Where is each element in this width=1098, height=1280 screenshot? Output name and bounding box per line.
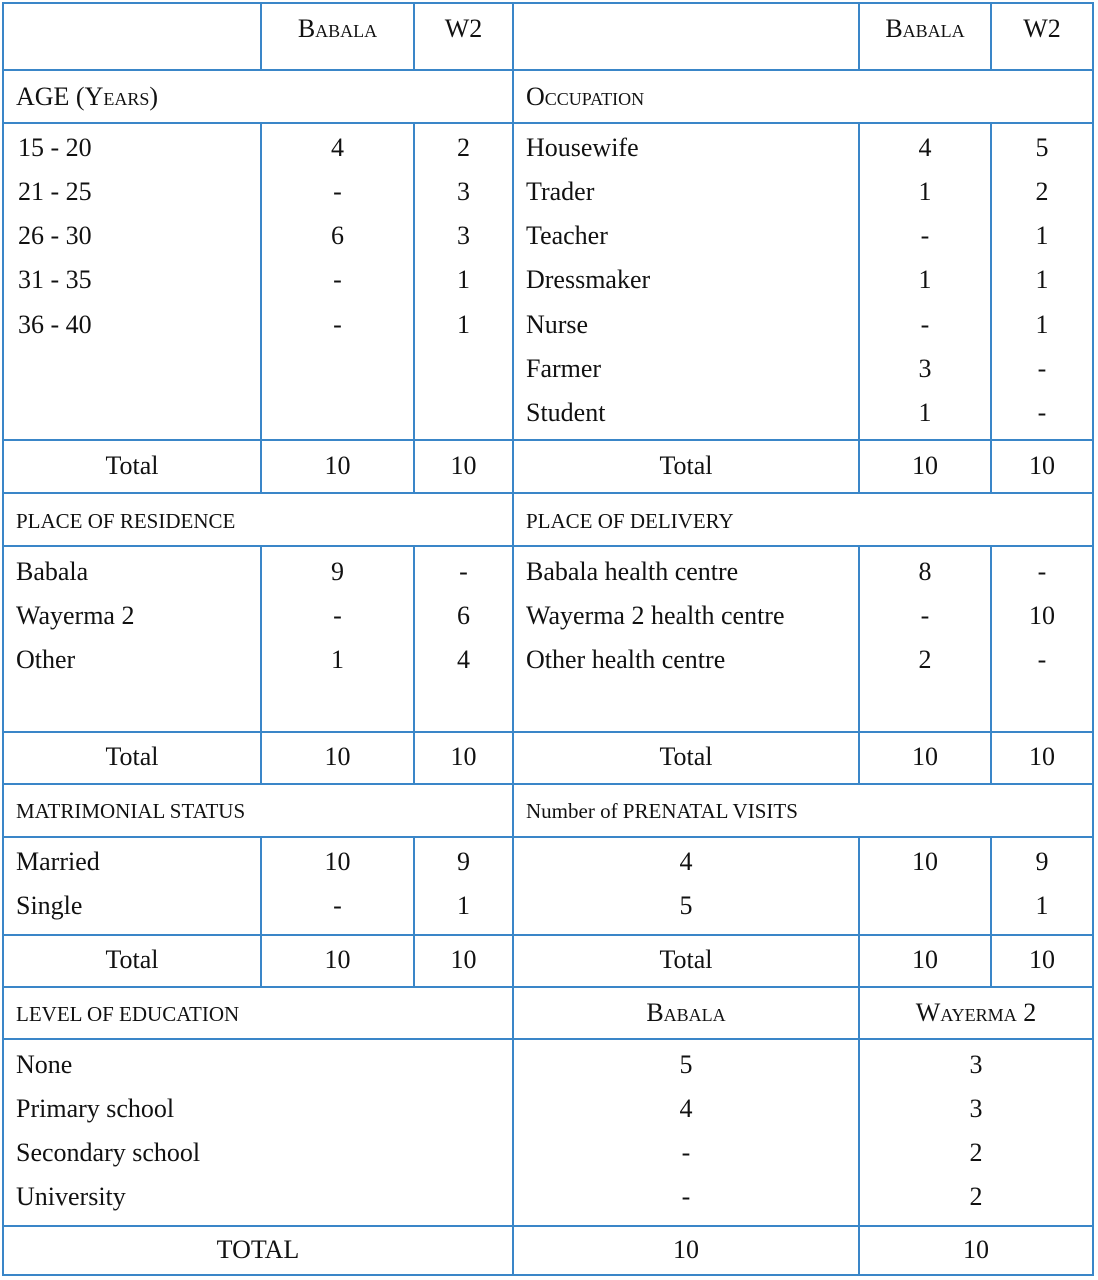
education-w2: 2	[969, 1138, 983, 1167]
matrimonial-total-label: Total	[105, 945, 159, 974]
prenatal-total-babala: 10	[912, 945, 938, 974]
residence-w2: -	[459, 557, 468, 586]
age-label: 21 - 25	[18, 177, 92, 206]
education-column-babala: Babala	[646, 998, 726, 1027]
occupation-w2: 1	[1035, 221, 1049, 250]
rule	[2, 2, 4, 1276]
education-total-label: TOTAL	[216, 1235, 300, 1264]
residence-babala: 1	[331, 645, 344, 674]
age-label: 26 - 30	[18, 221, 92, 250]
rule	[512, 2, 514, 1276]
delivery-w2: -	[1037, 645, 1047, 674]
occupation-label: Housewife	[526, 133, 639, 162]
occupation-label: Nurse	[526, 310, 589, 339]
residence-label: Other	[16, 645, 76, 674]
residence-total-w2: 10	[450, 742, 477, 771]
section-title-prenatal: Number of PRENATAL VISITS	[526, 799, 798, 823]
occupation-w2: 1	[1035, 265, 1049, 294]
age-w2: 1	[457, 265, 470, 294]
occupation-label: Dressmaker	[526, 265, 651, 294]
delivery-label: Wayerma 2 health centre	[526, 601, 785, 630]
rule	[2, 731, 1094, 733]
age-w2: 2	[457, 133, 470, 162]
age-label: 15 - 20	[18, 133, 92, 162]
education-babala: -	[681, 1182, 691, 1211]
prenatal-label: 4	[679, 847, 693, 876]
age-babala: -	[333, 177, 342, 206]
residence-label: Babala	[16, 557, 89, 586]
education-babala: 5	[679, 1050, 693, 1079]
section-title-education: LEVEL OF EDUCATION	[16, 1002, 240, 1026]
matrimonial-label: Single	[16, 891, 83, 920]
education-total-babala: 10	[673, 1235, 699, 1264]
rule	[2, 986, 1094, 988]
column-header-babala: Babala	[297, 14, 378, 43]
prenatal-total-w2: 10	[1029, 945, 1055, 974]
residence-label: Wayerma 2	[16, 601, 135, 630]
age-label: 31 - 35	[18, 265, 92, 294]
occupation-label: Trader	[526, 177, 595, 206]
occupation-w2: 2	[1035, 177, 1049, 206]
occupation-label: Teacher	[526, 221, 608, 250]
occupation-w2: -	[1037, 354, 1047, 383]
matrimonial-w2: 9	[457, 847, 470, 876]
residence-w2: 6	[457, 601, 470, 630]
delivery-label: Babala health centre	[526, 557, 739, 586]
education-w2: 3	[969, 1094, 983, 1123]
prenatal-w2: 1	[1035, 891, 1049, 920]
rule	[2, 1038, 1094, 1040]
matrimonial-babala: -	[333, 891, 342, 920]
age-babala: 4	[331, 133, 344, 162]
prenatal-label: 5	[679, 891, 693, 920]
occupation-babala: 3	[918, 354, 932, 383]
matrimonial-label: Married	[16, 847, 100, 876]
rule	[858, 987, 860, 1276]
occupation-babala: 1	[918, 265, 932, 294]
matrimonial-babala: 10	[324, 847, 351, 876]
residence-babala: -	[333, 601, 342, 630]
education-babala: 4	[679, 1094, 693, 1123]
rule	[2, 1225, 1094, 1227]
occupation-w2: 5	[1035, 133, 1049, 162]
age-w2: 3	[457, 177, 470, 206]
prenatal-babala: 10	[912, 847, 938, 876]
rule	[2, 439, 1094, 441]
age-babala: -	[333, 310, 342, 339]
rule	[2, 545, 1094, 547]
occupation-babala: -	[920, 310, 930, 339]
rule	[2, 122, 1094, 124]
delivery-total-w2: 10	[1029, 742, 1055, 771]
rule	[2, 934, 1094, 936]
section-title-residence: PLACE OF RESIDENCE	[16, 509, 236, 533]
occupation-total-label: Total	[659, 451, 713, 480]
column-header-babala: Babala	[885, 14, 965, 43]
delivery-babala: -	[920, 601, 930, 630]
age-w2: 1	[457, 310, 470, 339]
education-label: Primary school	[16, 1094, 175, 1123]
education-w2: 3	[969, 1050, 983, 1079]
prenatal-w2: 9	[1035, 847, 1049, 876]
demographics-table	[2, 2, 1094, 1276]
education-label: Secondary school	[16, 1138, 201, 1167]
occupation-babala: -	[920, 221, 930, 250]
matrimonial-total-babala: 10	[324, 945, 351, 974]
delivery-babala: 2	[918, 645, 932, 674]
delivery-label: Other health centre	[526, 645, 726, 674]
rule	[2, 1274, 1094, 1276]
occupation-babala: 1	[918, 398, 932, 427]
age-total-label: Total	[105, 451, 159, 480]
age-total-w2: 10	[450, 451, 477, 480]
occupation-w2: -	[1037, 398, 1047, 427]
prenatal-total-label: Total	[659, 945, 713, 974]
age-label: 36 - 40	[18, 310, 92, 339]
residence-total-babala: 10	[324, 742, 351, 771]
education-babala: -	[681, 1138, 691, 1167]
delivery-w2: -	[1037, 557, 1047, 586]
occupation-total-w2: 10	[1029, 451, 1055, 480]
education-label: None	[16, 1050, 73, 1079]
age-total-babala: 10	[324, 451, 351, 480]
section-title-age: AGE (Years)	[16, 82, 159, 111]
rule	[2, 492, 1094, 494]
section-title-occupation: Occupation	[526, 82, 645, 111]
rule	[2, 2, 1094, 4]
occupation-babala: 1	[918, 177, 932, 206]
rule	[1092, 2, 1094, 1276]
education-total-w2: 10	[963, 1235, 989, 1264]
age-babala: -	[333, 265, 342, 294]
occupation-total-babala: 10	[912, 451, 938, 480]
delivery-total-label: Total	[659, 742, 713, 771]
education-w2: 2	[969, 1182, 983, 1211]
delivery-total-babala: 10	[912, 742, 938, 771]
age-babala: 6	[331, 221, 344, 250]
occupation-babala: 4	[918, 133, 932, 162]
column-header-w2: W2	[1023, 14, 1061, 43]
section-title-matrimonial: MATRIMONIAL STATUS	[16, 799, 246, 823]
residence-total-label: Total	[105, 742, 159, 771]
occupation-label: Student	[526, 398, 606, 427]
rule	[2, 783, 1094, 785]
delivery-w2: 10	[1029, 601, 1055, 630]
matrimonial-total-w2: 10	[450, 945, 477, 974]
rule	[2, 69, 1094, 71]
residence-w2: 4	[457, 645, 470, 674]
delivery-babala: 8	[918, 557, 932, 586]
residence-babala: 9	[331, 557, 344, 586]
education-column-wayerma: Wayerma 2	[915, 998, 1037, 1027]
column-header-w2: W2	[444, 14, 483, 43]
occupation-w2: 1	[1035, 310, 1049, 339]
age-w2: 3	[457, 221, 470, 250]
section-title-delivery: PLACE OF DELIVERY	[526, 509, 734, 533]
education-label: University	[16, 1182, 126, 1211]
rule	[2, 836, 1094, 838]
occupation-label: Farmer	[526, 354, 602, 383]
matrimonial-w2: 1	[457, 891, 470, 920]
